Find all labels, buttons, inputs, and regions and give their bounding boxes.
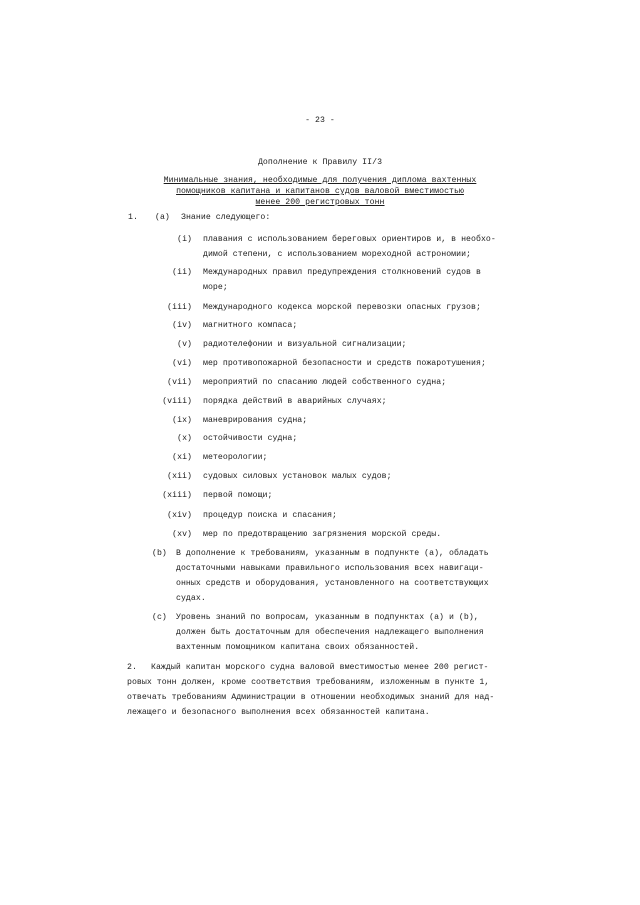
- item-number: (xi): [172, 453, 192, 462]
- item-number: (vii): [167, 378, 192, 387]
- subparagraph-text: достаточными навыками правильного использования всех навигаци-: [176, 564, 484, 573]
- item-number: (ix): [172, 416, 192, 425]
- item-text: мер противопожарной безопасности и средств пожаротушения;: [203, 359, 486, 368]
- item-text: остойчивости судна;: [203, 434, 298, 443]
- item-number: (iv): [172, 321, 192, 330]
- item-number: (xv): [172, 530, 192, 539]
- item-number: (x): [177, 434, 192, 443]
- item-text: мероприятий по спасанию людей собственного судна;: [203, 378, 447, 387]
- item-text: радиотелефонии и визуальной сигнализации;: [203, 340, 407, 349]
- subparagraph-label: (c): [152, 613, 167, 622]
- subparagraph-text: Уровень знаний по вопросам, указанным в подпунктах (a) и (b),: [176, 613, 479, 622]
- appendix-title: Дополнение к Правилу II/3: [257, 158, 383, 167]
- heading-line: помощников капитана и капитанов судов валовой вместимостью: [176, 187, 464, 196]
- item-number: (ii): [172, 268, 192, 277]
- item-text: первой помощи;: [203, 491, 273, 500]
- item-number: (v): [177, 340, 192, 349]
- item-text: мер по предотвращению загрязнения морской среды.: [203, 530, 442, 539]
- paragraph-number: 1.: [128, 213, 138, 222]
- item-text: метеорологии;: [203, 453, 268, 462]
- item-number: (vi): [172, 359, 192, 368]
- subparagraph-text: вахтенным помощником капитана своих обязанностей.: [176, 643, 420, 652]
- paragraph-text: отвечать требованиям Администрации в отношении необходимых знаний для над-: [127, 693, 495, 702]
- item-number: (xii): [167, 472, 192, 481]
- item-text: магнитного компаса;: [203, 321, 298, 330]
- subparagraph-text: должен быть достаточным для обеспечения надлежащего выполнения: [176, 628, 484, 637]
- subparagraph-label: (b): [152, 549, 167, 558]
- item-number: (xiii): [162, 491, 192, 500]
- item-number: (xiv): [167, 511, 192, 520]
- item-number: (i): [177, 235, 192, 244]
- item-text: Международных правил предупреждения столкновений судов в: [203, 268, 481, 277]
- subparagraph-text: онных средств и оборудования, установленного на соответствующих: [176, 579, 489, 588]
- subparagraph-text: Знание следующего:: [181, 213, 271, 222]
- item-text: море;: [203, 283, 228, 292]
- paragraph-text: лежащего и безопасного выполнения всех обязанностей капитана.: [127, 708, 430, 717]
- page-number: - 23 -: [305, 116, 335, 125]
- subparagraph-text: В дополнение к требованиям, указанным в подпункте (a), обладать: [176, 549, 489, 558]
- heading-line: менее 200 регистровых тонн: [255, 198, 385, 207]
- subparagraph-label: (a): [155, 213, 170, 222]
- item-text: процедур поиска и спасания;: [203, 511, 338, 520]
- heading-line: Минимальные знания, необходимые для получения диплома вахтенных: [163, 176, 477, 185]
- item-number: (iii): [167, 303, 192, 312]
- item-number: (viii): [162, 397, 192, 406]
- item-text: судовых силовых установок малых судов;: [203, 472, 392, 481]
- item-text: маневрирования судна;: [203, 416, 308, 425]
- item-text: димой степени, с использованием мореходной астрономии;: [203, 250, 472, 259]
- paragraph-number: 2.: [127, 663, 137, 672]
- item-text: плавания с использованием береговых ориентиров и, в необхо-: [203, 235, 496, 244]
- item-text: порядка действий в аварийных случаях;: [203, 397, 387, 406]
- paragraph-text: ровых тонн должен, кроме соответствия требованиям, изложенным в пункте 1,: [127, 678, 490, 687]
- subparagraph-text: судах.: [176, 594, 206, 603]
- paragraph-text: Каждый капитан морского судна валовой вместимостью менее 200 регист-: [151, 663, 489, 672]
- item-text: Международного кодекса морской перевозки опасных грузов;: [203, 303, 481, 312]
